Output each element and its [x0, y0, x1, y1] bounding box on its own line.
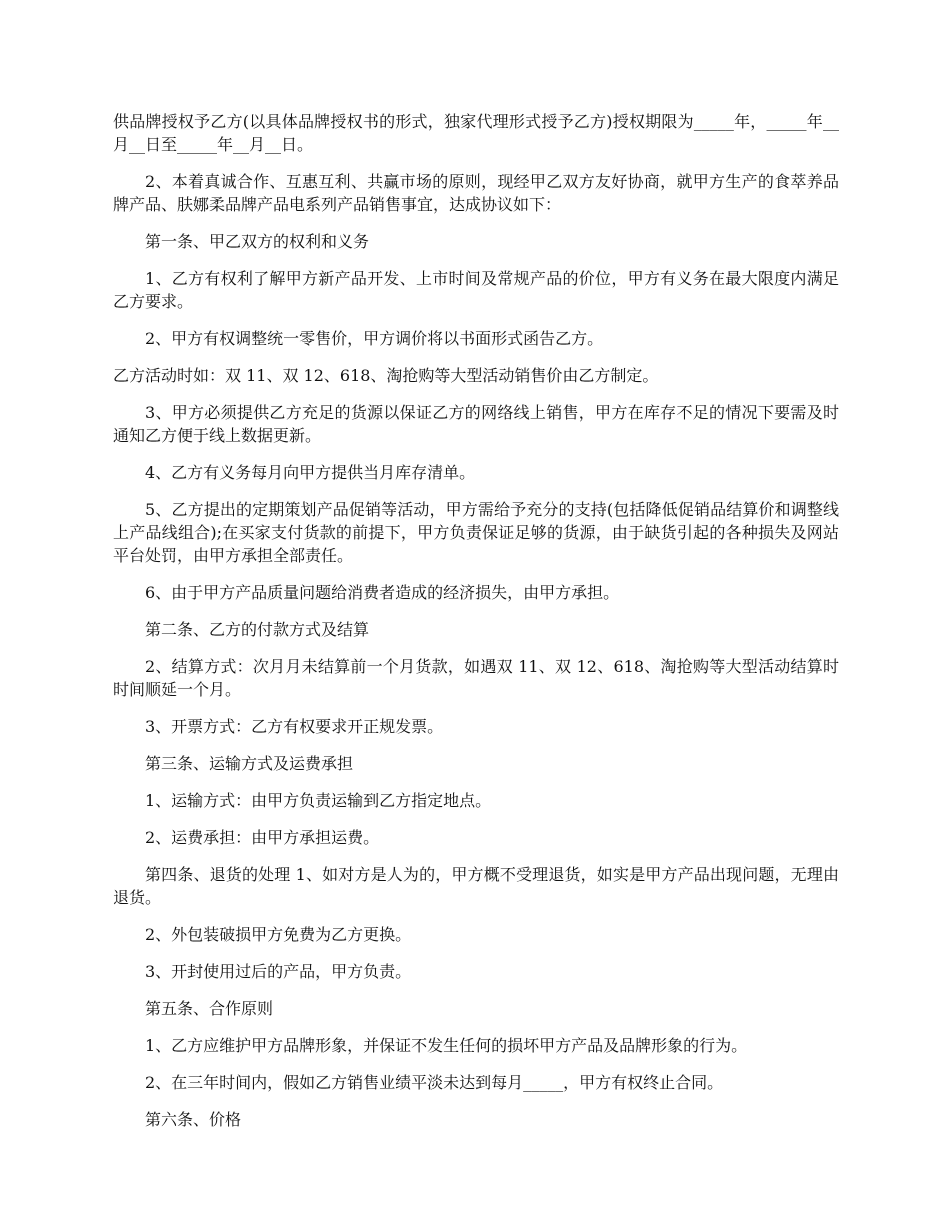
paragraph-authorization-period: 供品牌授权予乙方(以具体品牌授权书的形式，独家代理形式授予乙方)授权期限为_____年，_____年__月__日至_____年__月__日。 — [113, 112, 839, 154]
section-heading-payment: 第二条、乙方的付款方式及结算 — [145, 620, 370, 639]
paragraph-agreement-intro: 2、本着真诚合作、互惠互利、共赢市场的原则，现经甲乙双方友好协商，就甲方生产的食萃养品牌产品、肤娜柔品牌产品电系列产品销售事宜，达成协议如下： — [113, 172, 839, 214]
section-heading-price: 第六条、价格 — [145, 1110, 242, 1129]
paragraph-clause-returns: 第四条、退货的处理 1、如对方是人为的，甲方概不受理退货，如实是甲方产品出现问题，无理由退货。 — [113, 865, 839, 907]
paragraph-clause: 1、乙方有权利了解甲方新产品开发、上市时间及常规产品的价位，甲方有义务在最大限度内满足乙方要求。 — [113, 269, 839, 311]
paragraph-clause: 2、结算方式：次月月未结算前一个月货款，如遇双 11、双 12、618、淘抢购等大型活动结算时时间顺延一个月。 — [113, 657, 839, 699]
paragraph-clause: 2、外包装破损甲方免费为乙方更换。 — [145, 925, 412, 944]
section-heading-cooperation: 第五条、合作原则 — [145, 999, 274, 1018]
paragraph-clause: 5、乙方提出的定期策划产品促销等活动，甲方需给予充分的支持(包括降低促销品结算价和调整线上产品线组合);在买家支付货款的前提下，甲方负责保证足够的货源，由于缺货引起的各种损失及网站平台处罚，由甲方承担全部责任。 — [113, 500, 839, 565]
section-heading-rights-obligations: 第一条、甲乙双方的权利和义务 — [145, 232, 370, 251]
paragraph-clause: 4、乙方有义务每月向甲方提供当月库存清单。 — [145, 463, 476, 482]
section-heading-transport: 第三条、运输方式及运费承担 — [145, 754, 354, 773]
paragraph-clause: 3、甲方必须提供乙方充足的货源以保证乙方的网络线上销售，甲方在库存不足的情况下要需及时通知乙方便于线上数据更新。 — [113, 403, 839, 445]
paragraph-clause: 2、甲方有权调整统一零售价，甲方调价将以书面形式函告乙方。 — [145, 329, 604, 348]
paragraph-clause: 6、由于甲方产品质量问题给消费者造成的经济损失，由甲方承担。 — [145, 583, 620, 602]
paragraph-clause: 3、开票方式：乙方有权要求开正规发票。 — [145, 717, 444, 736]
document-body — [113, 110, 839, 1131]
paragraph-clause: 乙方活动时如：双 11、双 12、618、淘抢购等大型活动销售价由乙方制定。 — [113, 366, 659, 385]
paragraph-clause: 2、在三年时间内，假如乙方销售业绩平淡未达到每月_____，甲方有权终止合同。 — [145, 1073, 724, 1092]
paragraph-clause: 1、乙方应维护甲方品牌形象，并保证不发生任何的损坏甲方产品及品牌形象的行为。 — [145, 1036, 748, 1055]
paragraph-clause: 3、开封使用过后的产品，甲方负责。 — [145, 962, 412, 981]
paragraph-clause: 1、运输方式：由甲方负责运输到乙方指定地点。 — [145, 791, 492, 810]
paragraph-clause: 2、运费承担：由甲方承担运费。 — [145, 828, 380, 847]
